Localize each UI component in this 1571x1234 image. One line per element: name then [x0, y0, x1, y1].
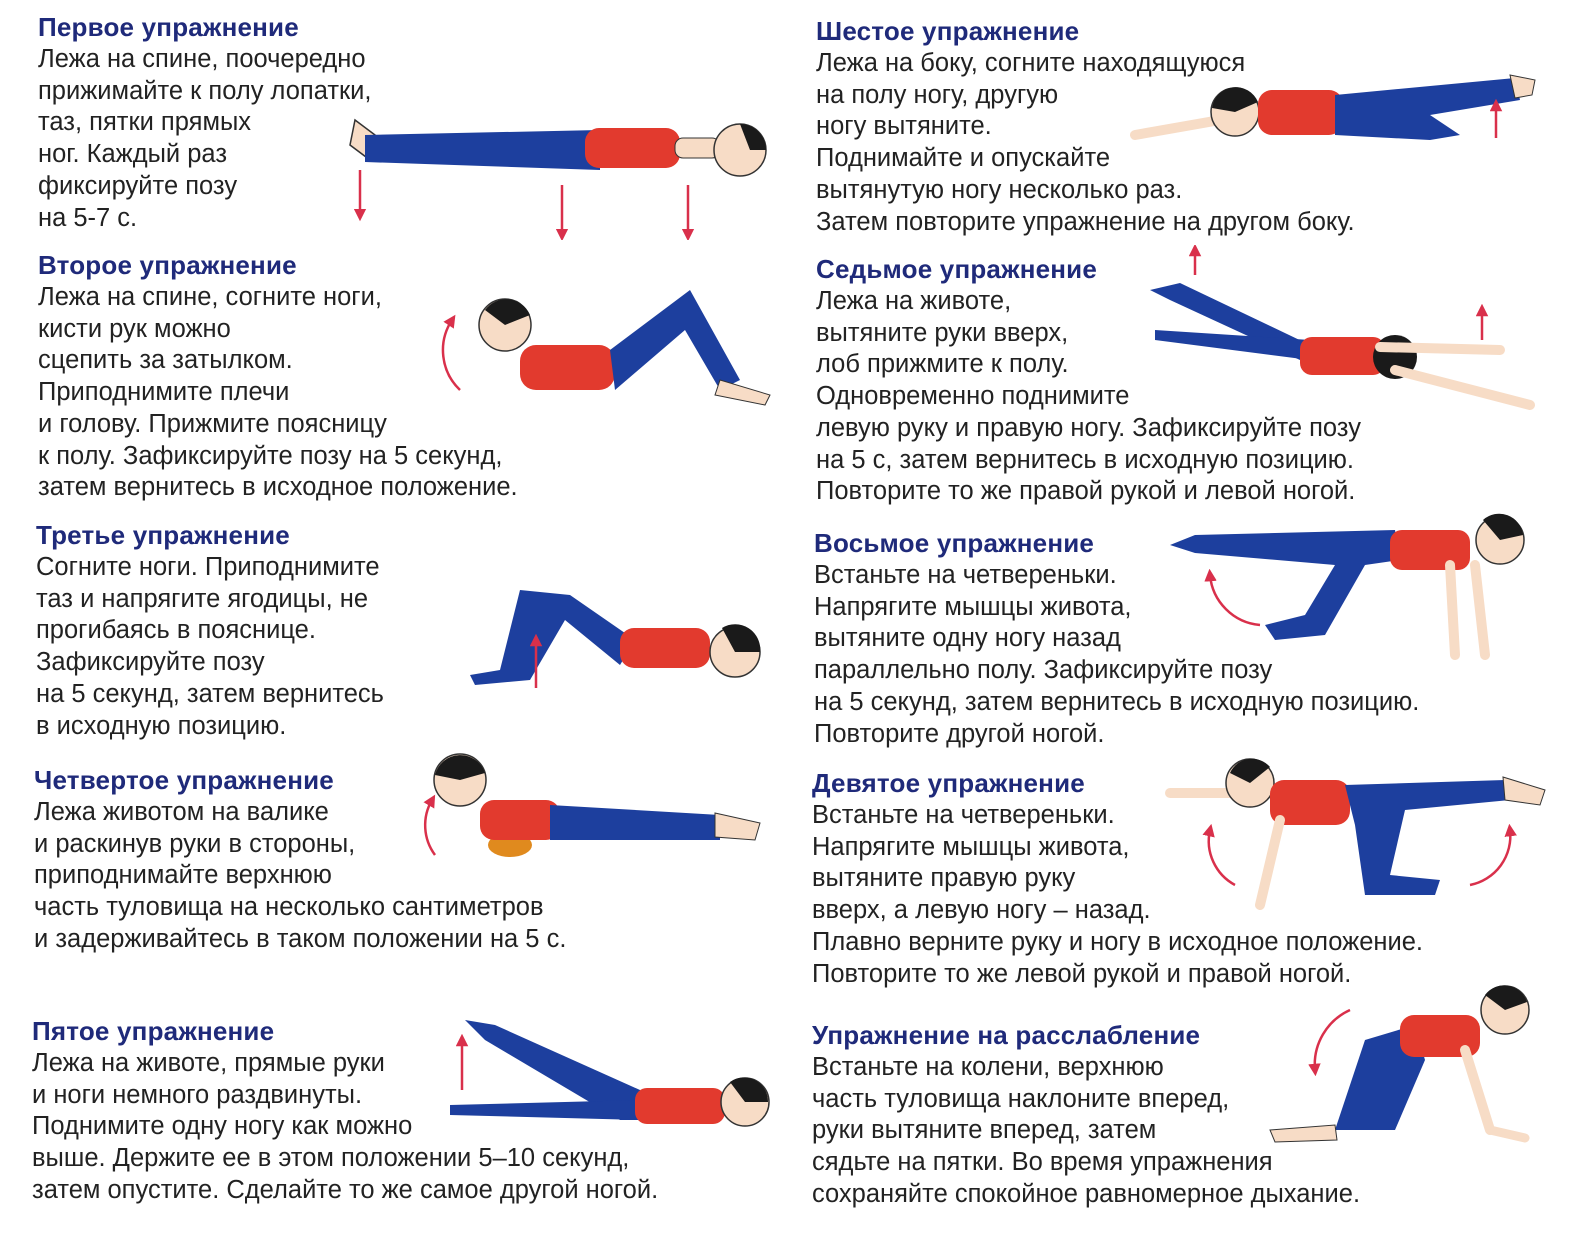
- exercise-4-text: Лежа животом на валике и раскинув руки в стороны, приподнимайте верхнюю часть туловища на несколько сантиметров и задерживайтесь в таком положении на 5 с.: [34, 798, 567, 953]
- exercise-3-title: Третье упражнение: [36, 520, 290, 550]
- exercise-1-title: Первое упражнение: [38, 12, 299, 42]
- exercise-4-title: Четвертое упражнение: [34, 765, 334, 795]
- exercise-7-text: Лежа на животе, вытяните руки вверх, лоб прижмите к полу. Одновременно поднимите левую руку и правую ногу. Зафиксируйте позу на 5 с, затем вернитесь в исходную позицию. Повторите то же правой рукой и левой ногой.: [816, 287, 1361, 506]
- exercise-1-illustration: [330, 100, 780, 240]
- exercise-8-title: Восьмое упражнение: [814, 528, 1095, 558]
- exercise-3: [36, 520, 384, 742]
- exercise-3-text: Согните ноги. Приподнимите таз и напрягите ягодицы, не прогибаясь в пояснице. Зафиксируйте позу на 5 секунд, затем вернитесь в исходную позицию.: [36, 553, 384, 740]
- exercise-6-illustration: [1130, 60, 1550, 160]
- exercise-10-illustration: [1265, 980, 1545, 1150]
- exercise-3-illustration: [460, 570, 780, 700]
- exercise-7-illustration: [1140, 245, 1540, 420]
- exercise-7-title: Седьмое упражнение: [816, 254, 1098, 284]
- exercise-8-illustration: [1165, 505, 1545, 670]
- exercise-4-illustration: [410, 745, 780, 885]
- exercise-9-title: Девятое упражнение: [812, 768, 1085, 798]
- exercise-1-text: Лежа на спине, поочередно прижимайте к полу лопатки, таз, пятки прямых ног. Каждый раз фиксируйте позу на 5-7 с.: [38, 45, 372, 232]
- exercise-10-text: Встаньте на колени, верхнюю часть туловища наклоните вперед, руки вытяните вперед, затем сядьте на пятки. Во время упражнения сохраняйте спокойное равномерное дыхание.: [812, 1053, 1361, 1208]
- exercise-9-text: Встаньте на четвереньки. Напрягите мышцы живота, вытяните правую руку вверх, а левую ногу – назад. Плавно верните руку и ногу в исходное положение. Повторите то же левой рукой и правой ногой.: [812, 801, 1423, 988]
- exercise-2-title: Второе упражнение: [38, 250, 297, 280]
- exercise-6-text: Лежа на боку, согните находящуюся на полу ногу, другую ногу вытяните. Поднимайте и опускайте вытянутую ногу несколько раз. Затем повторите упражнение на другом боку.: [816, 49, 1355, 236]
- exercise-1: [38, 12, 371, 234]
- exercise-5-illustration: [440, 1010, 790, 1140]
- exercise-5-text: Лежа на животе, прямые руки и ноги немного раздвинуты. Поднимите одну ногу как можно выше. Держите ее в этом положении 5–10 секунд, затем опустите. Сделайте то же самое другой ногой.: [32, 1049, 659, 1204]
- exercise-2-illustration: [430, 280, 790, 420]
- exercise-8-text: Встаньте на четвереньки. Напрягите мышцы живота, вытяните одну ногу назад параллельно полу. Зафиксируйте позу на 5 секунд, затем вернитесь в исходную позицию. Повторите другой ногой.: [814, 561, 1420, 748]
- exercise-6-title: Шестое упражнение: [816, 16, 1080, 46]
- exercise-2-text: Лежа на спине, согните ноги, кисти рук можно сцепить за затылком. Приподнимите плечи и голову. Прижмите поясницу к полу. Зафиксируйте позу на 5 секунд, затем вернитесь в исходное положение.: [38, 283, 518, 502]
- exercise-5-title: Пятое упражнение: [32, 1016, 275, 1046]
- exercise-9-illustration: [1165, 755, 1555, 925]
- exercise-10-title: Упражнение на расслабление: [812, 1020, 1201, 1050]
